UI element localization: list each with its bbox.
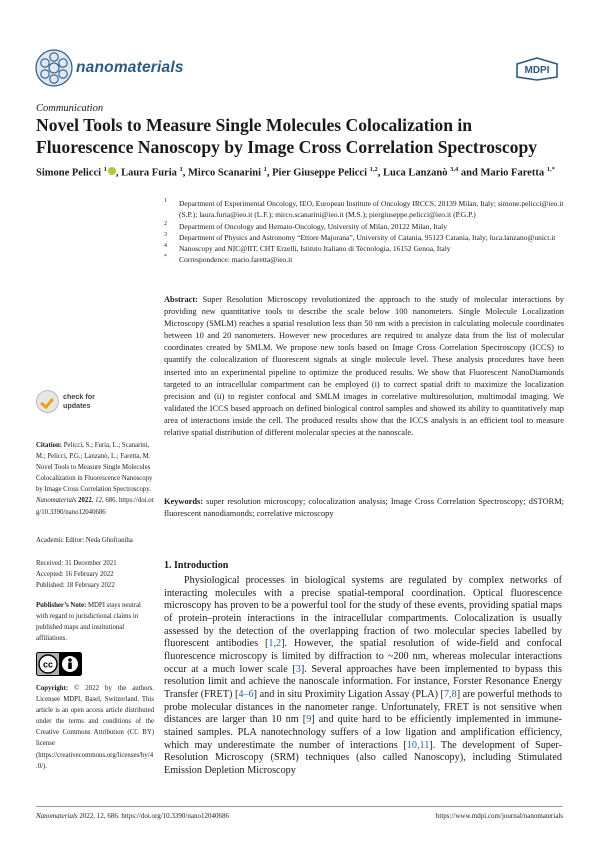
affiliation-text: Department of Oncology and Hemato-Oncology, University of Milan, 20122 Milan, Italy (179, 221, 447, 231)
reference-link[interactable]: 3 (295, 663, 301, 675)
intro-text: ]. However, the spatial resolution of wide-field and confocal fluorescence microscopy is limited by diffraction to ~200 nm, whereas molecular interactions occur at a much lower scale [ (164, 638, 562, 675)
reference-link[interactable]: 4–6 (238, 688, 254, 700)
affiliation-item (164, 243, 564, 254)
abstract-label: Abstract: (164, 295, 198, 304)
citation-text: Pelicci, S.; Furia, L.; Scanarini, M.; Pelicci, P.G.; Lanzanò, L.; Faretta, M. Novel Tools to Measure Single Molecules Colocalization in Fluorescence Nanoscopy by Image Cross Correlation Spectroscopy. (36, 442, 153, 494)
author-name: Laura Furia (121, 167, 180, 179)
author-affiliation-marker: 1 (179, 166, 183, 173)
affiliation-item (164, 254, 564, 265)
copyright-label: Copyright: (36, 685, 69, 692)
copyright-text: © 2022 by the authors. Licensee MDPI, Basel, Switzerland. This article is an open access article distributed under the terms and conditions of the Creative Commons Attribution (CC BY) license (https://creativecommons.org/licenses/by/4.0/). (36, 685, 154, 770)
check-updates-icon (36, 390, 59, 413)
intro-text: ] and in situ Proximity Ligation Assay (PLA) [ (253, 688, 444, 700)
affiliation-text: Department of Experimental Oncology, IEO, European Institute of Oncology IRCCS, 20139 Milan, Italy; simone.pelicci@ieo.it (S.P.); laura.furia@ieo.it (L.F.); mirco.scanarini@ieo.it (M.S.); piergiuseppe.pelicci@ieo.it (P.G.P.) (179, 199, 564, 220)
author-conjunction: and (458, 167, 481, 179)
intro-text: ] and quite hard to be efficiently implemented in immune-stained samples. PLA nanotechnology suffers of a low ligation and amplification efficiency, which may underestimate the number of interactions [ (164, 714, 563, 751)
cc-badge-text: cc (42, 659, 54, 670)
author-name: Mario Faretta (480, 167, 547, 179)
cc-by-license-icon[interactable] (36, 652, 82, 676)
intro-text: ]. The development of Super-Resolution Microscopy (SRM) techniques (also called Nanoscopy), including Stimulated Emission Depletion Microscopy (164, 739, 562, 776)
citation-year: 2022 (78, 497, 92, 505)
author-name: Mirco Scanarini (188, 167, 264, 179)
publisher-note-text: MDPI stays neutral with regard to jurisdictional claims in published maps and institutional affiliations. (36, 602, 141, 643)
reference-link[interactable]: 1,2 (268, 638, 282, 650)
paper-title: Novel Tools to Measure Single Molecules Colocalization in Fluorescence Nanoscopy by Image Cross Correlation Spectroscopy (36, 115, 538, 157)
received-date: Received: 31 December 2021 (36, 560, 117, 567)
author-name: Luca Lanzanò (383, 167, 451, 179)
article-dates (36, 558, 154, 591)
citation-doi-link[interactable]: https://doi.org/10.3390/nano12040686 (36, 497, 154, 516)
abstract-text: Super Resolution Microscopy revolutionized the approach to the study of molecular interactions by providing new quantitative tools to describe the scale below 100 nanometers. Single Molecule Localization Microscopy (SMLM) reaches a spatial resolution less than 50 nm with a precision in calculating molecule coordinates between 10 and 20 nanometers. However new procedures are required to analyze data from the list of molecular coordinates created by SMLM. We propose new tools based on Image Cross Correlation Spectroscopy (ICCS) to quantify the colocalization of fluorescent signals at single molecule level. These analysis procedures have been inserted into an experimental pipeline to optimize the produced results. We show that Fluorescent NanoDiamonds targeted to an intracellular compartment can be employed (i) to correct spatial drift to maximize the localization precision and (ii) to register confocal and SMLM images in correlative multiresolution, multimodal imaging. We validated the ICCS based approach on defined biological control samples and showed its ability to quantitatively map area of interactions inside the cell. The produced results show that the ICCS analysis is an efficient tool to measure relative spatial distribution of different molecular species at the nanoscale. (164, 295, 564, 438)
journal-name: nanomaterials (76, 59, 184, 76)
author-name: Pier Giuseppe Pelicci (272, 167, 370, 179)
mdpi-logo (515, 57, 559, 81)
check-for-updates-badge[interactable] (36, 390, 156, 414)
affiliation-text: Department of Physics and Astronomy “Ettore Majorana”, University of Catania, 95123 Catania, Italy; luca.lanzano@unict.it (179, 232, 556, 242)
footer-journal-url[interactable]: https://www.mdpi.com/journal/nanomaterials (435, 812, 563, 820)
intro-text: Physiological processes in biological systems are regulated by complex networks of interacting molecules with a precise spatial-temporal coordination. Optical fluorescence microscopy has proven to be a powerful tool for the study of these events, providing spatial maps of protein–protein interactions in the intracellular compartments. Colocalization is usually assessed by the detection of the overlapping fraction of two molecular species labelled by fluorescent antibodies [ (164, 575, 562, 650)
keywords (164, 496, 564, 520)
keywords-label: Keywords: (164, 497, 204, 506)
keywords-text: super resolution microscopy; colocalization analysis; Image Cross Correlation Spectroscopy; dSTORM; fluorescent nanodiamonds; correlative microscopy (164, 497, 564, 519)
introduction-paragraph (164, 575, 562, 778)
check-updates-line1: check for (63, 392, 95, 401)
author-list: Simone Pelicci $^1$ , Laura Furia $^1$, Mirco Scanarini $^1$, Pier Giuseppe Pelicci $^{1,2}$, Luca Lanzanò $^{3,4}$ and Mario Faretta $^{1,*}$ (36, 166, 555, 179)
affiliation-number: * (164, 254, 167, 261)
reference-link[interactable]: 10,11 (406, 739, 430, 751)
mdpi-logo-text: MDPI (524, 65, 550, 76)
academic-editor: Academic Editor: Neda Ghofraniha (36, 537, 133, 544)
publisher-note-label: Publisher’s Note: (36, 602, 87, 609)
copyright-notice (36, 683, 154, 772)
affiliation-item (164, 232, 564, 243)
author-affiliation-marker: 1,* (546, 166, 555, 173)
affiliations (164, 198, 564, 266)
affiliation-text: Nanoscopy and NIC@IIT, CHT Erzelli, Istituto Italiano di Tecnologia, 16152 Genoa, Italy (179, 244, 451, 254)
citation-block: Citation: Pelicci, S.; Furia, L.; Scanarini, M.; Pelicci, P.G.; Lanzanò, L.; Faretta, M. Novel Tools to Measure Single Molecules Colocalization in Fluorescence Nanoscopy by Image Cross Correlation Spectroscopy. Nanomaterials 2022, 12, 686. https://doi.org/10.3390/nano12040686 (36, 442, 154, 516)
author-affiliation-marker: 1 (263, 166, 267, 173)
publisher-note (36, 600, 154, 644)
orcid-icon[interactable] (108, 167, 116, 175)
intro-text: ] are powerful methods to probe molecular distances in the nanometer range. Unfortunately, FRET is not sensitive when distances are larger than 10 nm [ (164, 688, 562, 726)
citation-label: Citation: (36, 442, 63, 449)
check-updates-line2: updates (63, 401, 91, 410)
affiliation-number: 4 (164, 243, 167, 250)
affiliation-text: Correspondence: mario.faretta@ieo.it (179, 255, 293, 265)
nanomaterials-logo-icon (35, 49, 73, 87)
author-affiliation-marker: 1 (103, 166, 107, 173)
footer-citation (36, 812, 229, 820)
affiliation-item (164, 221, 564, 232)
author-affiliation-marker: 1,2 (369, 166, 378, 173)
abstract (164, 294, 564, 439)
affiliation-item (164, 198, 564, 221)
section-heading-introduction: 1. Introduction (164, 560, 229, 571)
affiliation-number: 2 (164, 220, 167, 227)
citation-volume: 12 (95, 497, 102, 505)
accepted-date: Accepted: 16 February 2022 (36, 571, 114, 579)
citation-pages: 686. (105, 497, 118, 505)
reference-link[interactable]: 9 (306, 714, 312, 726)
affiliation-number: 1 (164, 198, 167, 204)
reference-link[interactable]: 7,8 (443, 688, 457, 700)
affiliation-number: 3 (164, 231, 167, 238)
author-name: Simone Pelicci (36, 167, 104, 179)
footer-divider (36, 806, 563, 807)
published-date: Published: 18 February 2022 (36, 582, 115, 590)
author-affiliation-marker: 3,4 (450, 166, 459, 173)
intro-text: ]. Several approaches have been implemented to bypass this resolution limit and achieve the nanoscale information. For instance, Forster Resonance Energy Transfer (FRET) [ (164, 663, 562, 700)
citation-journal: Nanomaterials (36, 497, 77, 505)
footer-citation-rest: 2022, 12, 686. https://doi.org/10.3390/nano12040686 (79, 812, 229, 820)
footer-journal: Nanomaterials (36, 812, 78, 820)
article-type: Communication (36, 103, 104, 114)
